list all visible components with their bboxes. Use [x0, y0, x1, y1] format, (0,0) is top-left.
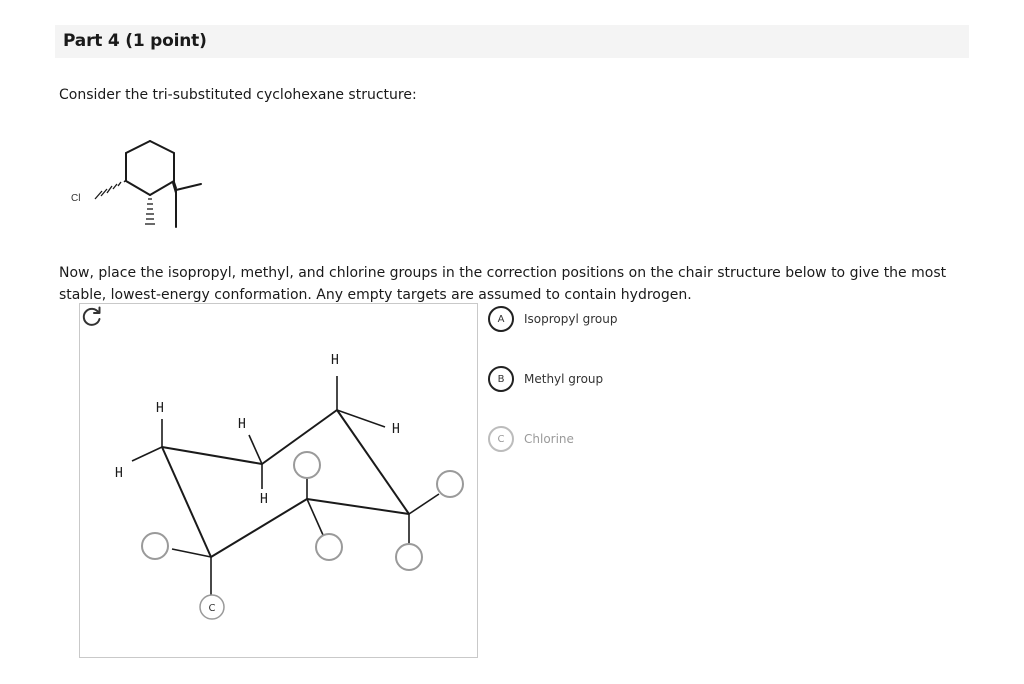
part-header	[55, 25, 969, 58]
question-instructions: Now, place the isopropyl, methyl, and chlorine groups in the correction positions on the chair structure below to give the most stable, lowest-energy conformation. Any empty targets are assumed to contain hydrogen.	[59, 265, 947, 303]
question-intro: Consider the tri-substituted cyclohexane structure:	[59, 87, 417, 103]
h-label: H	[331, 353, 339, 368]
option-letter-circle: B	[488, 366, 514, 392]
option-letter-circle: A	[488, 306, 514, 332]
h-label: H	[392, 422, 400, 437]
drop-target[interactable]	[437, 471, 463, 497]
option-chlorine[interactable]	[488, 426, 574, 452]
reset-icon[interactable]	[80, 304, 104, 328]
option-isopropyl[interactable]	[488, 306, 617, 332]
chair-ring	[162, 410, 409, 557]
hashed-bond-methyl	[145, 199, 155, 224]
cyclohexane-structure	[60, 135, 220, 235]
h-label: H	[260, 492, 268, 507]
chlorine-label: Cl	[71, 193, 81, 204]
h-label: H	[238, 417, 246, 432]
substituent-bonds	[132, 376, 439, 596]
option-methyl[interactable]	[488, 366, 603, 392]
placed-chip-c[interactable]	[200, 595, 224, 619]
drop-target[interactable]	[316, 534, 342, 560]
h-label: H	[156, 401, 164, 416]
chair-drop-area[interactable]	[79, 303, 478, 658]
drop-target[interactable]	[396, 544, 422, 570]
drop-target[interactable]	[294, 452, 320, 478]
hashed-bond-cl	[95, 180, 126, 199]
part-title: Part 4 (1 point)	[63, 31, 207, 51]
option-label: Isopropyl group	[524, 312, 618, 326]
h-label: H	[115, 466, 123, 481]
option-label: Methyl group	[524, 372, 604, 386]
placed-chip-letter: C	[208, 603, 216, 614]
option-letter-circle: C	[488, 426, 514, 452]
option-label: Chlorine	[524, 432, 574, 446]
drop-target[interactable]	[142, 533, 168, 559]
